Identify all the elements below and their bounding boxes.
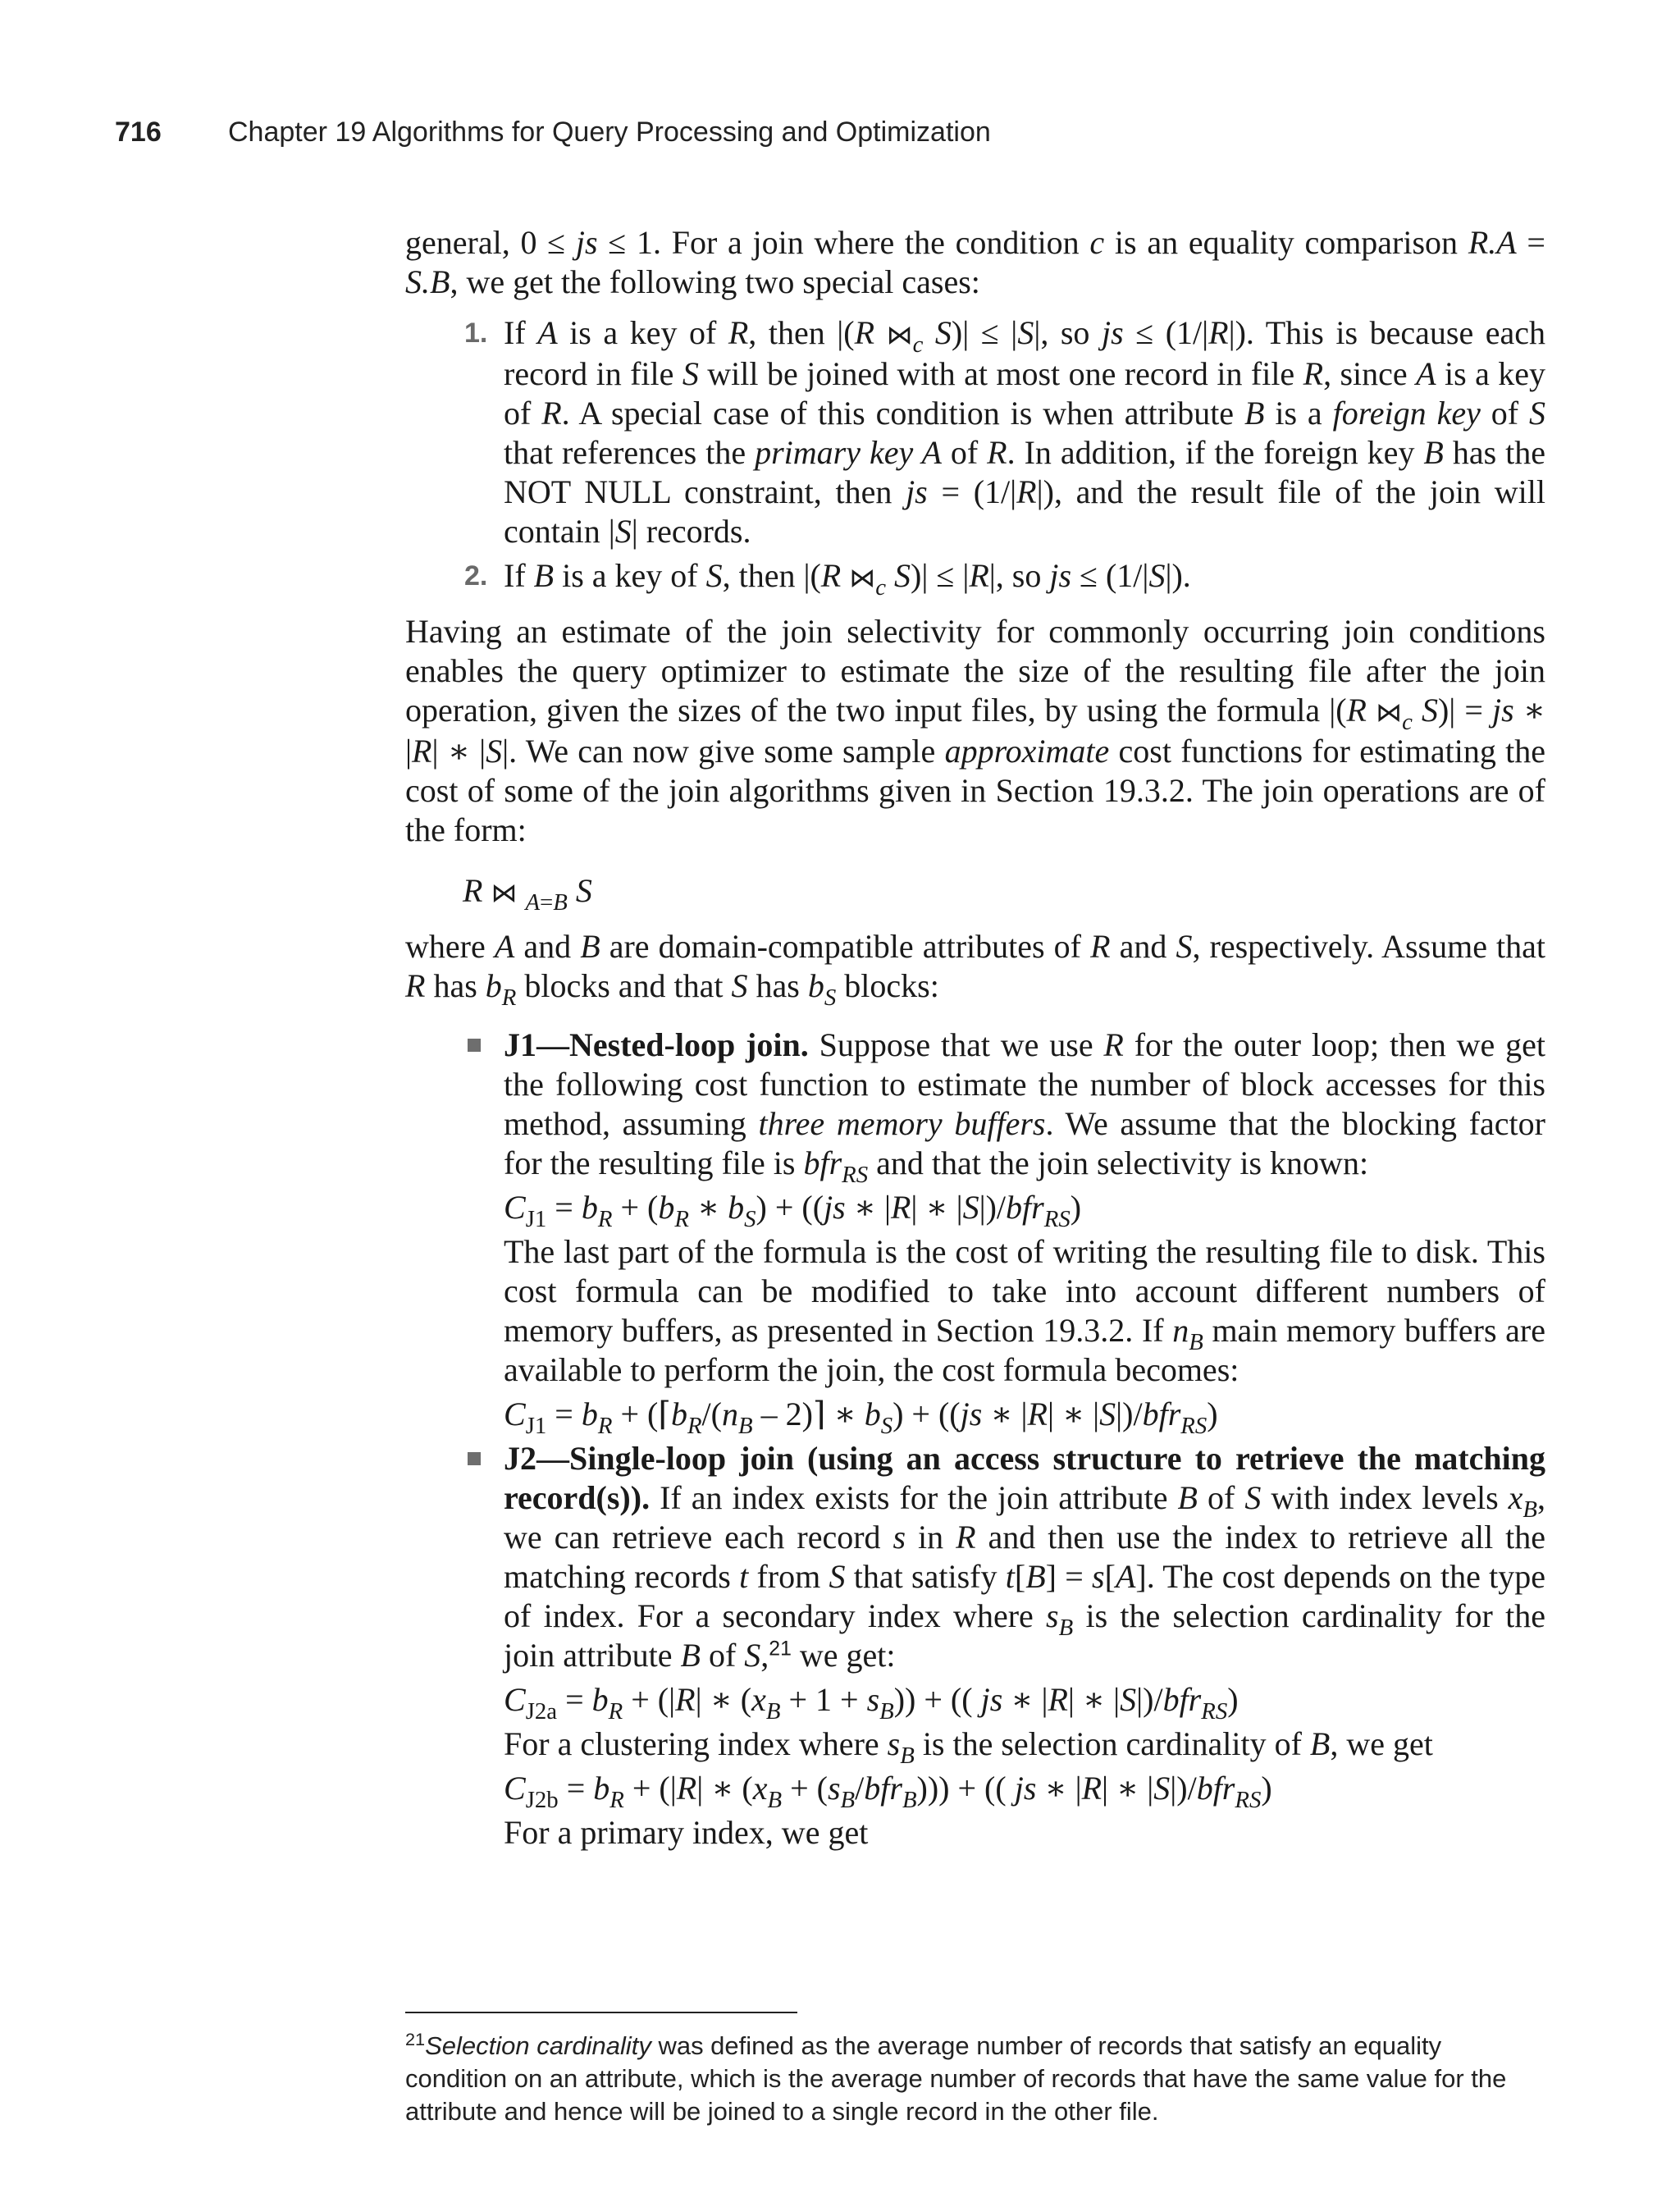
formula-cj2b: $C_{J2b} = b_R + (|R|$ ∗ $(x_B + (s_B/bfr_B))$) + (( js ∗ |R| ∗ |S|)/bfr$_{RS}$) bbox=[504, 1770, 1272, 1814]
intro-paragraph: general, 0 ≤ js ≤ 1. For a join where the condition c is an equality comparison R.A = S.B, we get the following two special cases: bbox=[405, 224, 1545, 300]
join-methods-list bbox=[405, 1026, 1545, 1853]
list-item-j2: J2—Single-loop join (using an access structure to retrieve the matching record(s)). If an index exists for the join attribute B of S with index levels $x_B$, we can retrieve each record s in R and then use the index to retrieve all the matching records t from S that satisfy t[B] = s[A]. The cost depends on the type of index. For a secondary index where $s_B$ is the selection cardinality for the join attribute B of S,$^{21}$ we get: $C_{J2a} = b_R + (|R|$ ∗ $(x_B + 1 + s_B)$) + (( js ∗ |R| ∗ |S|)/bfr$_{RS}$) For a clustering index where $s_B$ is the selection cardinality of B, we get $C_{J2b} = b_R + (|R|$ ∗ $(x_B + (s_B/bfr_B))$) + (( js ∗ |R| ∗ |S|)/bfr$_{RS}$) For a primary index, we get bbox=[405, 1439, 1545, 1853]
formula-cj2a: $C_{J2a} = b_R + (|R|$ ∗ $(x_B + 1 + s_B)$) + (( js ∗ |R| ∗ |S|)/bfr$_{RS}$) bbox=[504, 1681, 1239, 1725]
list-item-j1: J1—Nested-loop join. Suppose that we use R for the outer loop; then we get the following cost function to estimate the number of block accesses for this method, assuming three memory buffers. We assume that the blocking factor for the resulting file is bfr$_{RS}$ and that the join selectivity is known: $C_{J1} = b_R + (b_R$ ∗ $b_S) + ((js$ ∗ |R| ∗ |S|)/bfr$_{RS}$) The last part of the formula is the cost of writing the resulting file to disk. This cost formula can be modified to take into account different numbers of memory buffers, as presented in Section 19.3.2. If $n_B$ main memory buffers are available to perform the join, the cost formula becomes: $C_{J1} = b_R$ + ($⌈b_R/(n_B$ – 2)⌉ ∗ $b_S) + ((js$ ∗ |R| ∗ |S|)/bfr$_{RS}$) bbox=[405, 1026, 1545, 1434]
formula-cj1: $C_{J1} = b_R + (b_R$ ∗ $b_S) + ((js$ ∗ |R| ∗ |S|)/bfr$_{RS}$) bbox=[504, 1189, 1082, 1233]
formula-cj1-buffers: $C_{J1} = b_R$ + ($⌈b_R/(n_B$ – 2)⌉ ∗ $b_S) + ((js$ ∗ |R| ∗ |S|)/bfr$_{RS}$) bbox=[504, 1396, 1218, 1440]
bullet-icon bbox=[468, 1452, 481, 1465]
footnote-term: Selection cardinality bbox=[425, 2031, 651, 2060]
chapter-title: Chapter 19 Algorithms for Query Processing and Optimization bbox=[228, 116, 991, 148]
footnote-mark: 21 bbox=[405, 2029, 426, 2050]
footnote-ref: 21 bbox=[769, 1638, 792, 1661]
main-text bbox=[405, 223, 1545, 1853]
list-number: 2. bbox=[464, 560, 488, 592]
special-cases-list bbox=[405, 313, 1546, 601]
footnote-divider bbox=[405, 2012, 797, 2013]
estimate-paragraph: Having an estimate of the join selectivity for commonly occurring join conditions enables the query optimizer to estimate the size of the resulting file after the join operation, given the sizes of the two input files, by using the formula |(R $⋈_c$ S)| = js ∗ |R| ∗ |S|. We can now give some sample approximate cost functions for estimating the cost of some of the join algorithms given in Section 19.3.2. The join operations are of the form: bbox=[405, 613, 1545, 848]
footnote bbox=[405, 2030, 1537, 2128]
assumption-paragraph: where A and B are domain-compatible attributes of R and S, respectively. Assume that R has $b_R$ blocks and that S has $b_S$ blocks: bbox=[405, 928, 1546, 1012]
list-item: 1. If A is a key of R, then |(R $⋈_c$ S)| ≤ |S|, so js ≤ (1/|R|). This is because each record in file S will be joined with at most one record in file R, since A is a key of R. A special case of this condition is when attribute B is a foreign key of S that references the primary key A of R. In addition, if the foreign key B has the NOT NULL constraint, then js = (1/|R|), and the result file of the join will contain |S| records. bbox=[464, 314, 1546, 550]
join-form-equation: R ⋈ $_{A=B}$ S bbox=[463, 872, 592, 916]
running-head bbox=[115, 116, 991, 148]
page-number: 716 bbox=[115, 116, 162, 148]
footnote-text: was defined as the average number of records that satisfy an equality condition on an attribute, which is the average number of records that have the same value for the attribute and hence will be joined to a single record in the other file. bbox=[405, 2031, 1507, 2126]
list-item: 2. If B is a key of S, then |(R $⋈_c$ S)| ≤ |R|, so js ≤ (1/|S|). bbox=[464, 557, 1191, 601]
bullet-icon bbox=[468, 1039, 481, 1052]
list-number: 1. bbox=[464, 318, 488, 349]
